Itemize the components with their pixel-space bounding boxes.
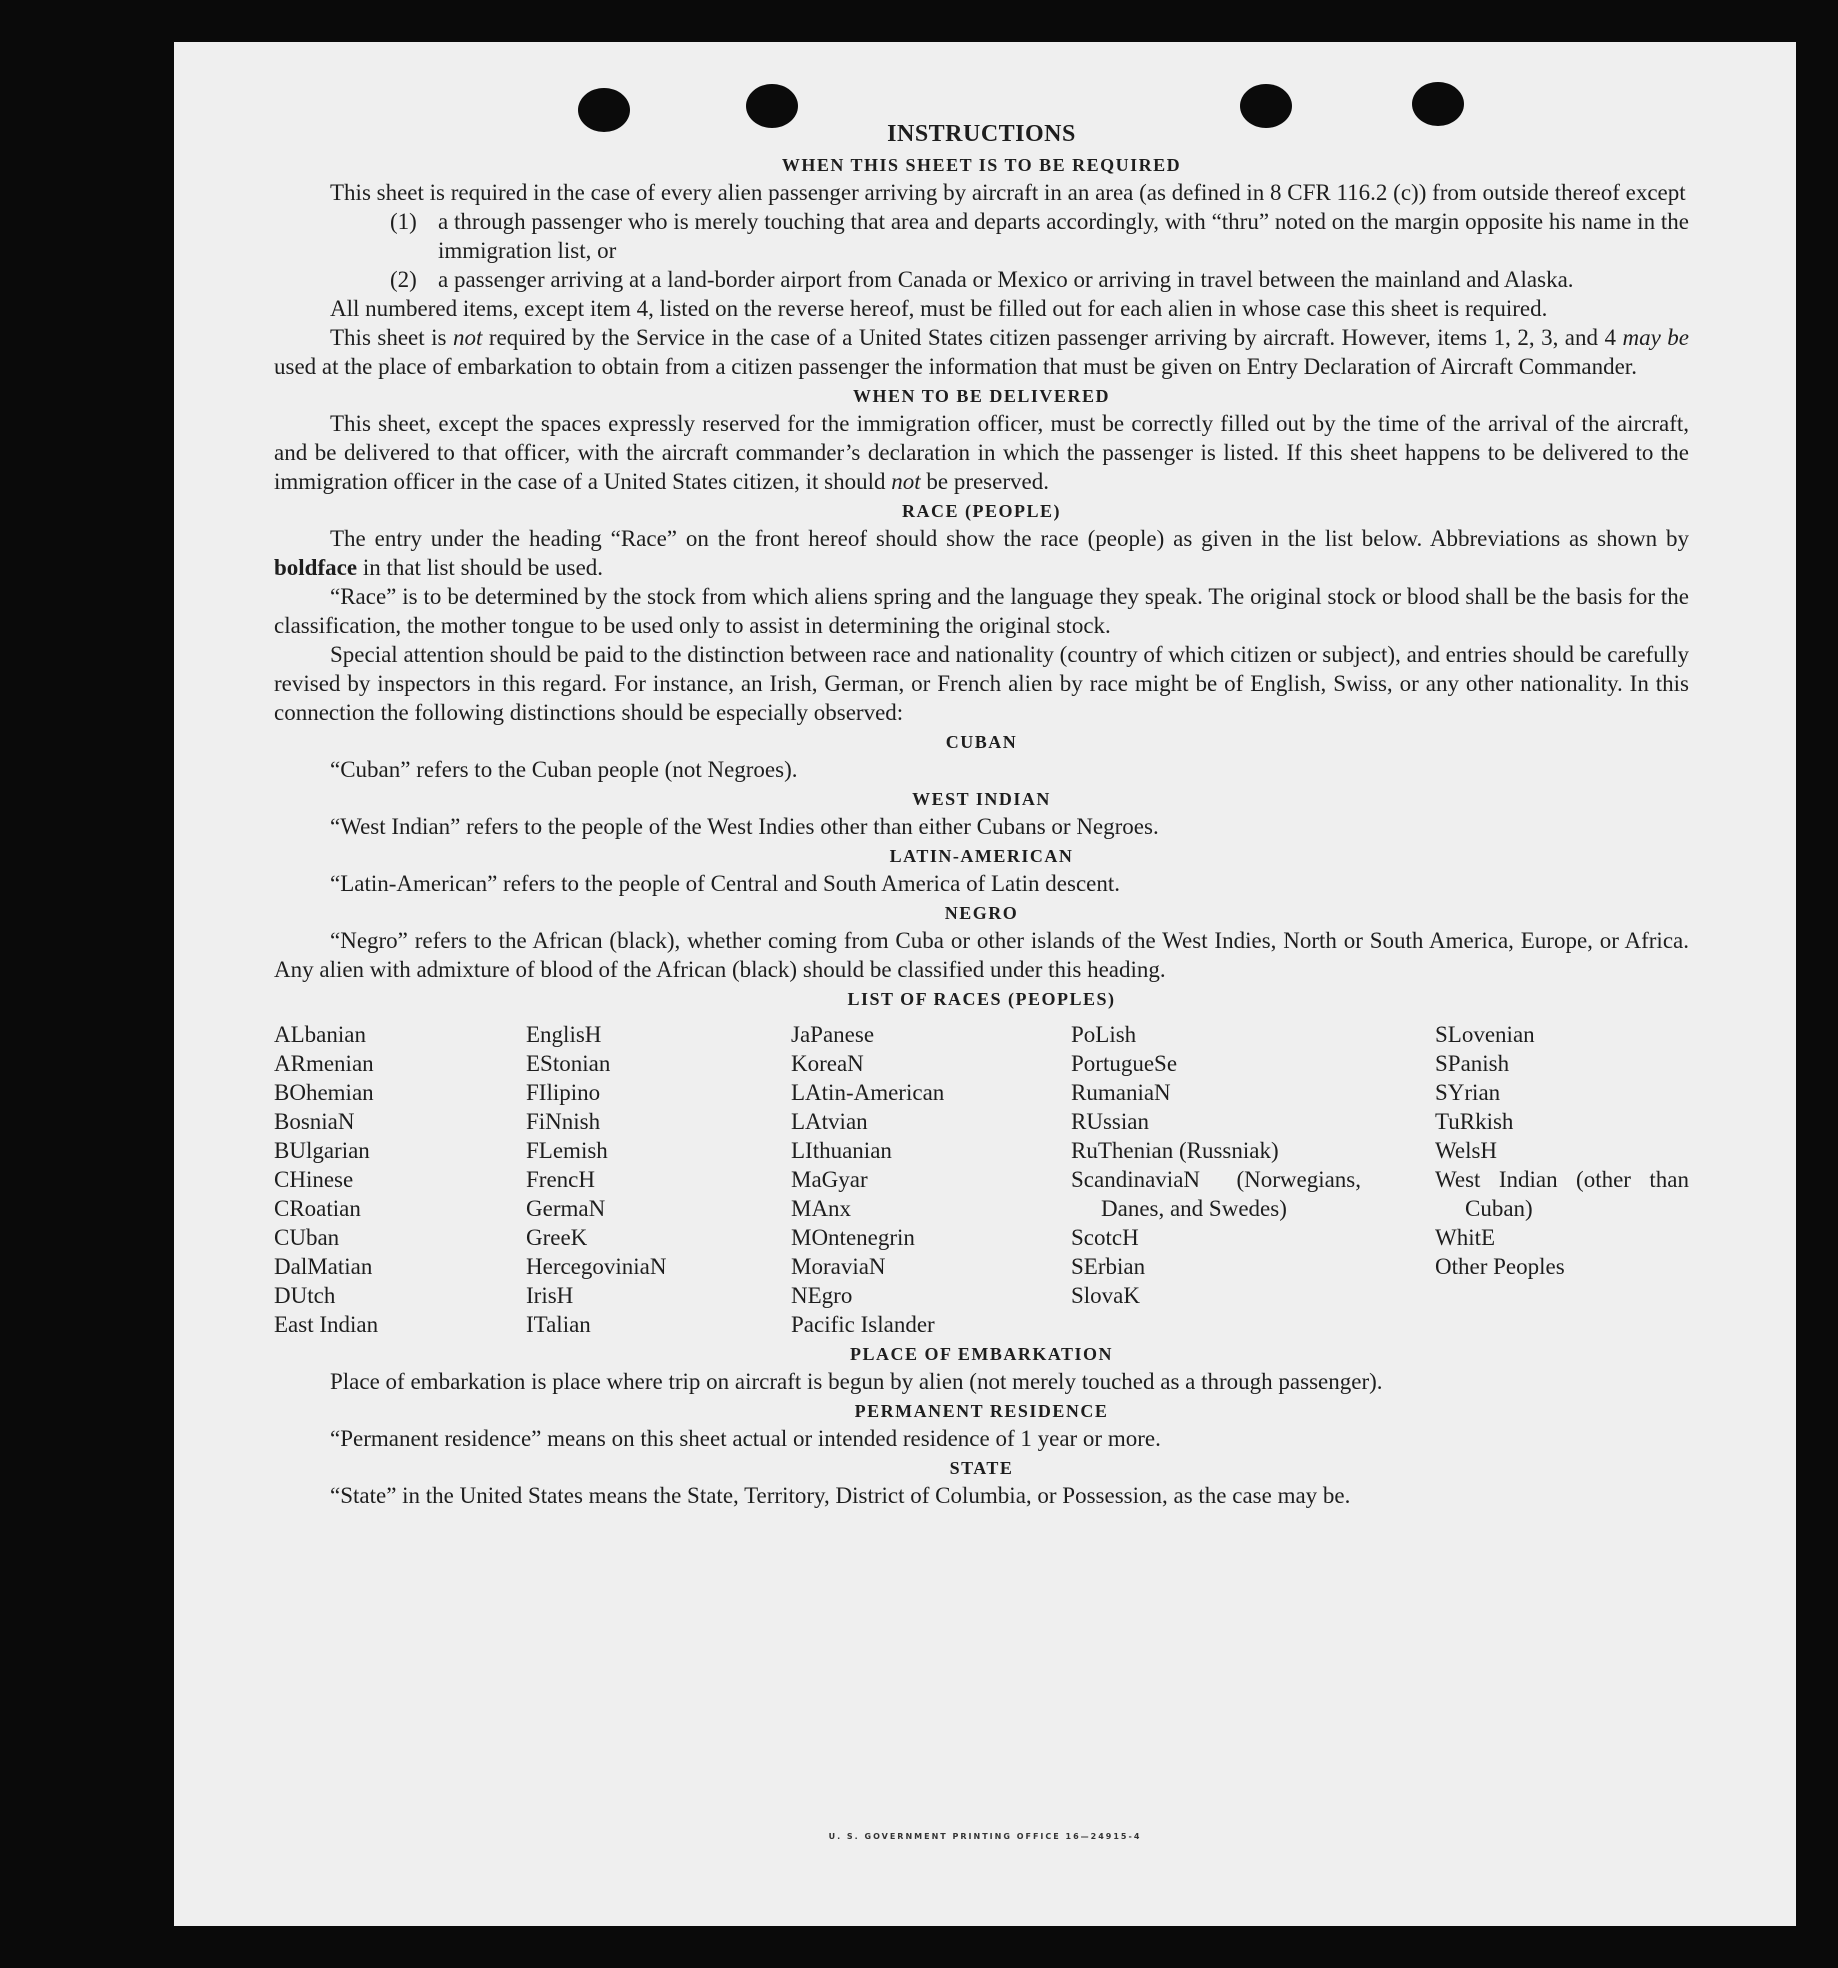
paragraph: This sheet is not required by the Service in the case of a United States citizen passenger arriving by aircraft. However, items 1, 2, 3, and 4 may be used at the place of embarkation to obtain from a citizen passenger the information that must be given on Entry Declaration of Aircraft Commander. [274, 325, 1689, 379]
race-item: SYrian [1435, 1080, 1501, 1105]
race-list [274, 1020, 1689, 1339]
race-item: WelsH [1435, 1138, 1498, 1163]
race-item: ScotcH [1071, 1225, 1139, 1250]
section-heading: CUBAN [945, 732, 1018, 752]
race-item: IrisH [526, 1283, 574, 1308]
race-item: SPanish [1435, 1051, 1510, 1076]
race-item: RumaniaN [1071, 1080, 1171, 1105]
race-item: PoLish [1071, 1022, 1137, 1047]
race-item: HercegoviniaN [526, 1254, 667, 1279]
race-item: BOhemian [274, 1080, 374, 1105]
race-item: LAtvian [791, 1109, 868, 1134]
race-item: CUban [274, 1225, 340, 1250]
paragraph: “Latin-American” refers to the people of Central and South America of Latin descent. [330, 871, 1120, 896]
race-item: Pacific Islander [791, 1312, 935, 1337]
race-item: ITalian [526, 1312, 591, 1337]
race-item: LAtin-American [791, 1080, 945, 1105]
race-item: MOntenegrin [791, 1225, 915, 1250]
race-column [1071, 1020, 1361, 1339]
paragraph: This sheet is required in the case of every alien passenger arriving by aircraft in an area (as defined in 8 CFR 116.2 (c)) from outside thereof except [330, 180, 1686, 205]
race-item: MaGyar [791, 1167, 868, 1192]
race-item: EnglisH [526, 1022, 602, 1047]
paragraph: “West Indian” refers to the people of the West Indies other than either Cubans or Negroes. [330, 814, 1159, 839]
race-item: DUtch [274, 1283, 336, 1308]
race-item: TuRkish [1435, 1109, 1514, 1134]
paragraph: The entry under the heading “Race” on the front hereof should show the race (people) as given in the list below. Abbreviations as shown by boldface in that list should be used. [274, 526, 1689, 580]
race-column [1435, 1020, 1689, 1339]
race-item: FIlipino [526, 1080, 601, 1105]
item-number: (2) [390, 267, 417, 292]
list-item [390, 265, 1689, 294]
paragraph: This sheet, except the spaces expressly reserved for the immigration officer, must be correctly filled out by the time of the arrival of the aircraft, and be delivered to that officer, with the aircraft commander’s declaration in which the passenger is listed. If this sheet happens to be delivered to the immigration officer in the case of a United States citizen, it should not be preserved. [274, 411, 1689, 494]
race-item: ALbanian [274, 1022, 366, 1047]
paragraph: Special attention should be paid to the distinction between race and nationality (country of which citizen or subject), and entries should be carefully revised by inspectors in this regard. For instance, an Irish, German, or French alien by race might be of English, Swiss, or any other nationality. In this connection the following distinctions should be especially observed: [274, 642, 1689, 725]
item-text: a through passenger who is merely touching that area and departs accordingly, with “thru” noted on the margin opposite his name in the immigration list, or [438, 209, 1689, 263]
race-item: SErbian [1071, 1254, 1146, 1279]
paragraph: “Negro” refers to the African (black), whether coming from Cuba or other islands of the West Indies, North or South America, Europe, or Africa. Any alien with admixture of blood of the African (black) should be classified under this heading. [274, 928, 1689, 982]
race-item: RuThenian (Russniak) [1071, 1138, 1279, 1163]
section-heading: STATE [949, 1458, 1014, 1478]
section-heading: WHEN THIS SHEET IS TO BE REQUIRED [781, 155, 1182, 175]
race-item: PortugueSe [1071, 1051, 1178, 1076]
race-item: ARmenian [274, 1051, 374, 1076]
section-heading: PERMANENT RESIDENCE [854, 1401, 1109, 1421]
paragraph: All numbered items, except item 4, listed on the reverse hereof, must be filled out for each alien in whose case this sheet is required. [330, 296, 1548, 321]
race-item: KoreaN [791, 1051, 864, 1076]
item-text: a passenger arriving at a land-border airport from Canada or Mexico or arriving in travel between the mainland and Alaska. [438, 267, 1574, 292]
race-column [791, 1020, 1071, 1339]
item-number: (1) [390, 209, 417, 234]
race-item: DalMatian [274, 1254, 373, 1279]
section-heading: WEST INDIAN [912, 789, 1051, 809]
instructions-body [274, 118, 1689, 1510]
race-item: West Indian (other than Cuban) [1435, 1167, 1689, 1221]
race-item: BosniaN [274, 1109, 355, 1134]
race-item: CHinese [274, 1167, 354, 1192]
race-item: East Indian [274, 1312, 379, 1337]
section-heading: WHEN TO BE DELIVERED [853, 386, 1110, 406]
section-heading: NEGRO [944, 903, 1019, 923]
race-item: WhitE [1435, 1225, 1496, 1250]
race-item: NEgro [791, 1283, 853, 1308]
paragraph: “Race” is to be determined by the stock from which aliens spring and the language they speak. The original stock or blood shall be the basis for the classification, the mother tongue to be used only to assist in determining the original stock. [274, 584, 1689, 638]
paragraph: Place of embarkation is place where trip on aircraft is begun by alien (not merely touched as a through passenger). [330, 1369, 1383, 1394]
page-title: INSTRUCTIONS [887, 121, 1076, 147]
paragraph: “State” in the United States means the State, Territory, District of Columbia, or Possession, as the case may be. [330, 1483, 1351, 1508]
race-item: JaPanese [791, 1022, 875, 1047]
section-heading: PLACE OF EMBARKATION [849, 1344, 1113, 1364]
race-item: FrencH [526, 1167, 595, 1192]
race-item: CRoatian [274, 1196, 361, 1221]
document-page [174, 42, 1796, 1926]
list-item [390, 207, 1689, 265]
race-item: SLovenian [1435, 1022, 1535, 1047]
race-item: FLemish [526, 1138, 608, 1163]
race-item: EStonian [526, 1051, 611, 1076]
race-item: LIthuanian [791, 1138, 892, 1163]
race-item: Other Peoples [1435, 1254, 1565, 1279]
race-item: RUssian [1071, 1109, 1149, 1134]
paragraph: “Cuban” refers to the Cuban people (not Negroes). [330, 757, 798, 782]
section-heading: LIST OF RACES (PEOPLES) [847, 989, 1116, 1009]
race-item: MAnx [791, 1196, 852, 1221]
paragraph: “Permanent residence” means on this sheet actual or intended residence of 1 year or more. [330, 1426, 1161, 1451]
printer-imprint: U. S. GOVERNMENT PRINTING OFFICE 16—24915-4 [828, 1832, 1142, 1841]
race-item: FiNnish [526, 1109, 601, 1134]
section-heading: LATIN-AMERICAN [889, 846, 1074, 866]
race-column [526, 1020, 791, 1339]
race-column [274, 1020, 526, 1339]
race-item: MoraviaN [791, 1254, 886, 1279]
race-item: SlovaK [1071, 1283, 1140, 1308]
race-item: GermaN [526, 1196, 606, 1221]
race-item: GreeK [526, 1225, 588, 1250]
race-item: BUlgarian [274, 1138, 370, 1163]
section-heading: RACE (PEOPLE) [902, 501, 1061, 521]
race-item: ScandinaviaN (Norwegians, Danes, and Swedes) [1071, 1167, 1361, 1221]
